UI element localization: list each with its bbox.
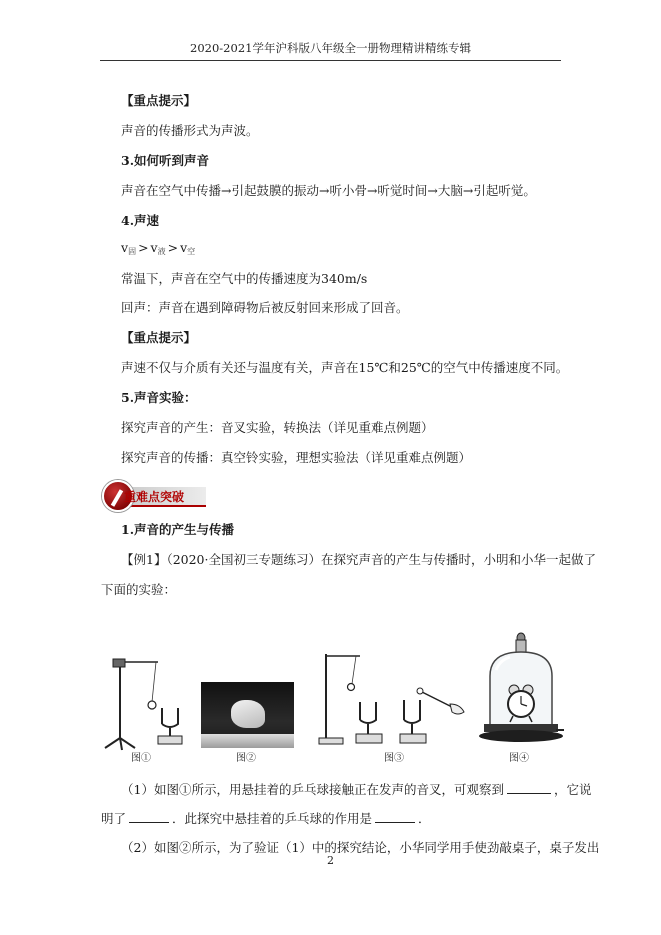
example-line2: 下面的实验： xyxy=(101,582,177,597)
section2-heading: 1.声音的产生与传播 xyxy=(121,522,235,537)
sec5-line2: 探究声音的传播：真空铃实验，理想实验法（详见重难点例题） xyxy=(121,450,472,465)
speed-sub-solid: 固 xyxy=(128,247,137,256)
speed-sub-air: 空 xyxy=(187,247,196,256)
tip2-heading: 【重点提示】 xyxy=(121,330,197,345)
q1-text-b: ，它说 xyxy=(553,782,592,797)
speed-sub-liquid: 液 xyxy=(157,247,166,256)
q1-answer-blank-2[interactable] xyxy=(129,811,169,823)
section-banner xyxy=(100,478,210,512)
tip1-heading: 【重点提示】 xyxy=(121,93,197,108)
figure-4-caption: 图④ xyxy=(509,753,529,764)
sec4-heading: 4.声速 xyxy=(121,213,160,228)
banner-label: 重难点突破 xyxy=(124,490,185,504)
q1-answer-blank-3[interactable] xyxy=(375,811,415,823)
speed-gt-2: > xyxy=(167,240,179,255)
page-header: 2020-2021学年沪科版八年级全一册物理精讲精练专辑 xyxy=(190,41,471,55)
question2-line1: （2）如图②所示，为了验证（1）中的探究结论，小华同学用手使劲敲桌子，桌子发出 xyxy=(121,840,600,855)
figure-3-two-tuning-forks xyxy=(318,650,468,750)
figure-2-photo xyxy=(201,682,294,748)
speed-v-liquid: v xyxy=(150,240,158,255)
speed-gt-1: > xyxy=(138,240,149,255)
figure-1-caption: 图① xyxy=(131,753,151,764)
question1-line1 xyxy=(121,780,591,798)
speed-v-solid: v xyxy=(121,240,129,255)
figure-1-tuning-fork-ball xyxy=(100,654,195,752)
sec5-line1: 探究声音的产生：音叉实验，转换法（详见重难点例题） xyxy=(121,420,434,435)
sec4-line2: 回声：声音在遇到障碍物后被反射回来形成了回音。 xyxy=(121,300,409,315)
q1-answer-blank-1[interactable] xyxy=(507,782,551,794)
q1-text-a: （1）如图①所示，用悬挂着的乒乓球接触正在发声的音叉，可观察到 xyxy=(121,782,504,797)
q1-text-d: ．此探究中悬挂着的乒乓球的作用是 xyxy=(172,811,373,826)
example-line1: 【例1】（2020·全国初三专题练习）在探究声音的产生与传播时，小明和小华一起做了 xyxy=(121,552,596,567)
tip2-text: 声速不仅与介质有关还与温度有关，声音在15℃和25℃的空气中传播速度不同。 xyxy=(121,360,569,375)
tip1-text: 声音的传播形式为声波。 xyxy=(121,123,259,138)
speed-v-air: v xyxy=(180,240,188,255)
figure-3-caption: 图③ xyxy=(384,753,404,764)
sec5-heading: 5.声音实验： xyxy=(121,390,197,405)
q1-text-c: 明了 xyxy=(101,811,127,826)
sec3-text: 声音在空气中传播→引起鼓膜的振动→听小骨→听觉时间→大脑→引起听觉。 xyxy=(121,183,536,198)
figure-4-bell-jar-clock xyxy=(476,630,566,748)
sec4-line1: 常温下，声音在空气中的传播速度为340m/s xyxy=(121,271,368,286)
q1-text-e: ． xyxy=(418,811,431,826)
figure-2-caption: 图② xyxy=(236,753,256,764)
header-rule xyxy=(100,60,561,61)
page-number: 2 xyxy=(327,854,334,867)
question1-line2 xyxy=(101,809,431,827)
speed-relation xyxy=(121,240,195,255)
sec3-heading: 3.如何听到声音 xyxy=(121,153,210,168)
